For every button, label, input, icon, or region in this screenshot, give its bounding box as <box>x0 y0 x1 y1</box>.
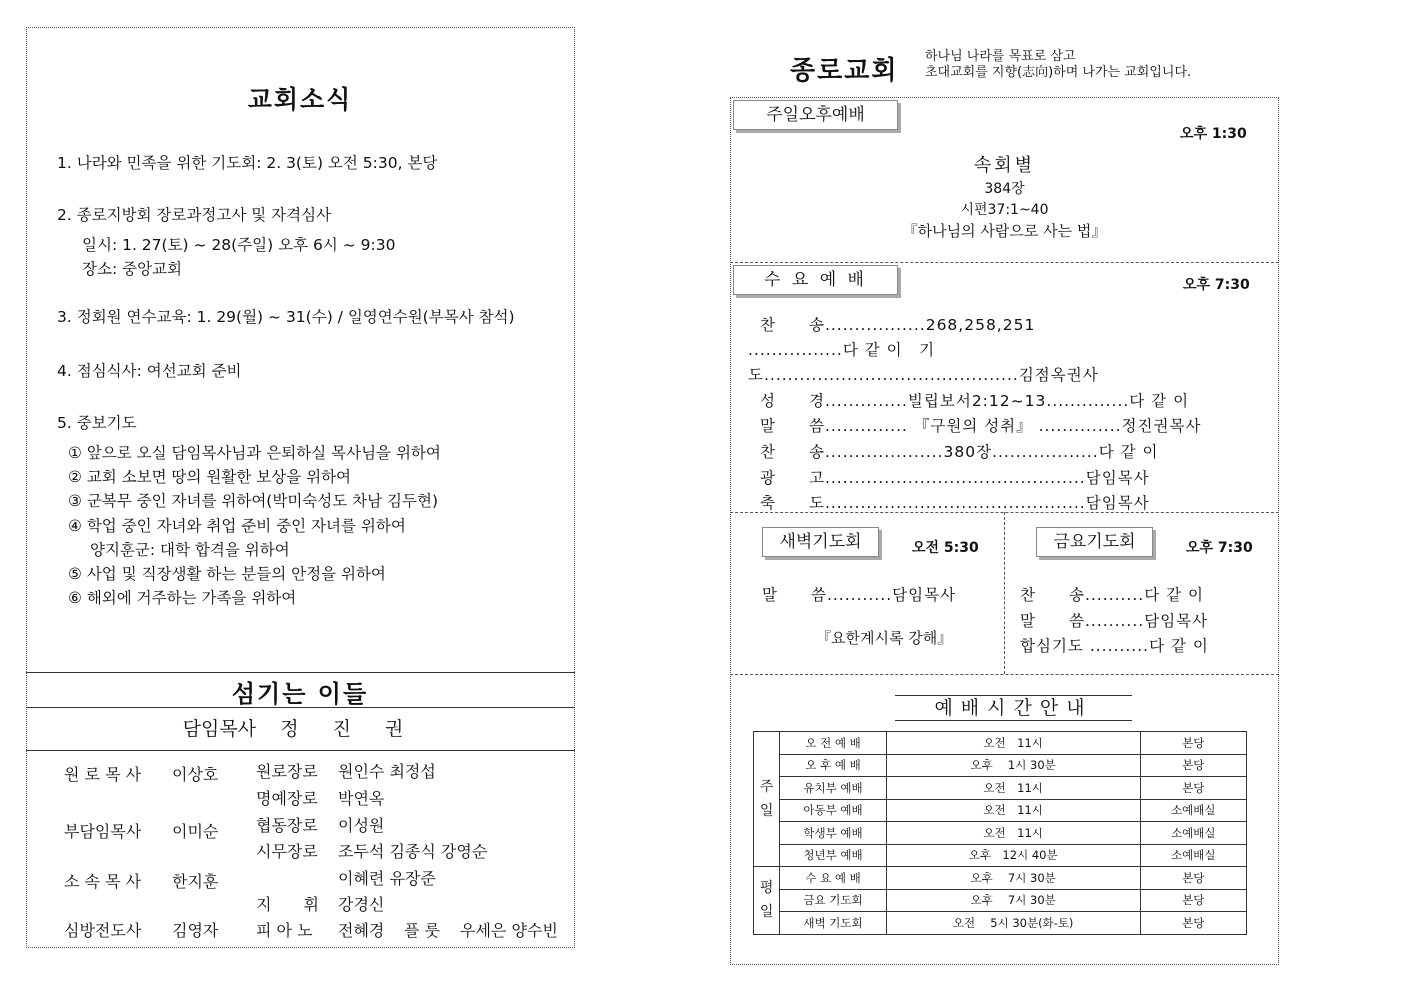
wednesday-order-row: 찬 송....................380장..................다 같 이 <box>760 443 1159 461</box>
staff-label: 협동장로 <box>256 816 318 835</box>
staff-name: 조두석 김종식 강영순 <box>338 842 488 861</box>
prayer-item: ② 교회 소보면 땅의 원활한 보상을 위하여 <box>68 468 352 486</box>
schedule-service: 수 요 예 배 <box>780 867 886 890</box>
news-item-2-date: 일시: 1. 27(토) ~ 28(주일) 오후 6시 ~ 9:30 <box>82 236 396 254</box>
schedule-row <box>754 912 1247 935</box>
divider <box>1004 512 1005 674</box>
sunday-afternoon-sermon: 『하나님의 사람으로 사는 법』 <box>902 222 1107 240</box>
schedule-place: 소예배실 <box>1140 799 1246 822</box>
wednesday-order-row: 광 고............................................담임목사 <box>760 469 1150 487</box>
dawn-prayer-row: 말 씀...........담임목사 <box>762 586 957 604</box>
schedule-row <box>754 777 1247 800</box>
tab-wednesday-service: 수 요 예 배 <box>733 265 898 295</box>
prayer-item: ③ 군복무 중인 자녀를 위하여(박미숙성도 차남 김두현) <box>68 492 438 510</box>
dawn-prayer-time: 오전 5:30 <box>912 540 979 556</box>
schedule-group-label: 주 일 <box>754 732 780 867</box>
staff-name: 이미순 <box>172 822 219 841</box>
schedule-place: 소예배실 <box>1140 822 1246 845</box>
schedule-time: 오후 12시 40분 <box>886 844 1140 867</box>
divider <box>730 674 1279 675</box>
sunday-afternoon-hymn: 384장 <box>984 181 1025 197</box>
staff-label: 지 휘 <box>256 895 319 914</box>
news-title: 교회소식 <box>247 85 353 114</box>
wednesday-order-row: 성 경..............빌립보서2:12~13..............다 같 이 <box>760 392 1190 410</box>
divider <box>26 750 575 751</box>
staff-label: 시무장로 <box>256 842 318 861</box>
wednesday-order-row: ................다 같 이 기 <box>748 341 936 359</box>
schedule-row <box>754 799 1247 822</box>
friday-prayer-row: 합심기도 ..........다 같 이 <box>1020 637 1209 655</box>
schedule-service: 금요 기도회 <box>780 889 886 912</box>
staff-name: 한지훈 <box>172 872 219 891</box>
schedule-service: 유치부 예배 <box>780 777 886 800</box>
schedule-time: 오전 11시 <box>886 822 1140 845</box>
worship-schedule-table <box>753 731 1247 935</box>
staff-name: 이성원 <box>338 816 385 835</box>
schedule-time: 오전 11시 <box>886 732 1140 755</box>
schedule-row <box>754 867 1247 890</box>
schedule-service: 학생부 예배 <box>780 822 886 845</box>
schedule-time: 오후 1시 30분 <box>886 754 1140 777</box>
tab-dawn-prayer: 새벽기도회 <box>762 527 879 557</box>
prayer-item: ① 앞으로 오실 담임목사님과 은퇴하실 목사님을 위하여 <box>68 444 441 462</box>
divider <box>26 672 575 673</box>
staff-label: 플 룻 <box>404 921 440 940</box>
staff-label: 심방전도사 <box>64 921 142 940</box>
schedule-place: 본당 <box>1140 889 1246 912</box>
schedule-service: 청년부 예배 <box>780 844 886 867</box>
news-item-2-place: 장소: 중앙교회 <box>82 260 182 278</box>
prayer-item: ④ 학업 중인 자녀와 취업 준비 중인 자녀를 위하여 <box>68 517 406 535</box>
schedule-service: 오 전 예 배 <box>780 732 886 755</box>
schedule-time: 오후 7시 30분 <box>886 867 1140 890</box>
staff-label: 원 로 목 사 <box>64 765 142 784</box>
divider <box>730 262 1279 263</box>
prayer-item: ⑥ 해외에 거주하는 가족을 위하여 <box>68 589 297 607</box>
schedule-time: 오전 11시 <box>886 799 1140 822</box>
news-item-1: 1. 나라와 민족을 위한 기도회: 2. 3(토) 오전 5:30, 본당 <box>57 154 438 172</box>
schedule-place: 본당 <box>1140 912 1246 935</box>
schedule-title: 예배시간안내 <box>895 695 1132 721</box>
wednesday-order-row: 축 도............................................담임목사 <box>760 494 1150 512</box>
news-item-3: 3. 정회원 연수교육: 1. 29(월) ~ 31(수) / 일영연수원(부목사 참석) <box>57 308 515 326</box>
wednesday-time: 오후 7:30 <box>1183 277 1250 293</box>
friday-prayer-row: 말 씀..........담임목사 <box>1020 612 1209 630</box>
staff-label: 피 아 노 <box>256 921 313 940</box>
pastor-name: 정 진 권 <box>280 718 418 740</box>
schedule-place: 본당 <box>1140 867 1246 890</box>
staff-label: 부담임목사 <box>64 822 142 841</box>
schedule-row <box>754 822 1247 845</box>
staff-label: 원로장로 <box>256 762 318 781</box>
prayer-item: ⑤ 사업 및 직장생활 하는 분들의 안정을 위하여 <box>68 565 386 583</box>
church-motto-line1: 하나님 나라를 목표로 삼고 <box>925 49 1076 64</box>
pastor-title: 담임목사 <box>182 718 257 740</box>
schedule-row <box>754 889 1247 912</box>
staff-name: 전혜경 <box>338 921 385 940</box>
staff-name: 강경신 <box>338 895 385 914</box>
schedule-place: 본당 <box>1140 732 1246 755</box>
schedule-row <box>754 732 1247 755</box>
news-item-5: 5. 중보기도 <box>57 414 137 432</box>
tab-friday-prayer: 금요기도회 <box>1036 527 1153 557</box>
prayer-item: 양지훈군: 대학 합격을 위하여 <box>90 541 290 559</box>
staff-name: 이혜련 유장준 <box>338 869 436 888</box>
news-item-4: 4. 점심식사: 여선교회 준비 <box>57 362 242 380</box>
schedule-time: 오전 5시 30분(화-토) <box>886 912 1140 935</box>
schedule-place: 본당 <box>1140 777 1246 800</box>
staff-name: 박연옥 <box>338 789 385 808</box>
schedule-place: 소예배실 <box>1140 844 1246 867</box>
servers-title: 섬기는 이들 <box>231 680 369 708</box>
church-motto-line2: 초대교회를 지향(志向)하며 나가는 교회입니다. <box>925 65 1192 80</box>
schedule-time: 오후 7시 30분 <box>886 889 1140 912</box>
friday-prayer-time: 오후 7:30 <box>1186 540 1253 556</box>
schedule-service: 새벽 기도회 <box>780 912 886 935</box>
schedule-service: 오 후 예 배 <box>780 754 886 777</box>
schedule-row <box>754 844 1247 867</box>
staff-name: 우세은 양수빈 <box>460 921 558 940</box>
church-name: 종로교회 <box>790 56 899 86</box>
wednesday-order-row: 말 씀.............. 『구원의 성취』 ..............정진권목사 <box>760 417 1202 435</box>
staff-name: 원인수 최정섭 <box>338 762 436 781</box>
news-item-2: 2. 종로지방회 장로과정고사 및 자격심사 <box>57 206 332 224</box>
schedule-row <box>754 754 1247 777</box>
wednesday-order-row: 도...........................................김점옥권사 <box>748 366 1099 384</box>
schedule-place: 본당 <box>1140 754 1246 777</box>
schedule-time: 오전 11시 <box>886 777 1140 800</box>
schedule-group-label: 평 일 <box>754 867 780 935</box>
divider <box>26 707 575 708</box>
tab-sunday-afternoon: 주일오후예배 <box>733 100 898 130</box>
staff-name: 이상호 <box>172 765 219 784</box>
schedule-service: 아동부 예배 <box>780 799 886 822</box>
wednesday-order-row: 찬 송.................268,258,251 <box>760 316 1036 334</box>
sunday-afternoon-time: 오후 1:30 <box>1180 126 1247 142</box>
senior-pastor <box>26 714 574 741</box>
friday-prayer-row: 찬 송..........다 같 이 <box>1020 586 1204 604</box>
staff-label: 명예장로 <box>256 789 318 808</box>
staff-name: 김영자 <box>172 921 219 940</box>
staff-label: 소 속 목 사 <box>64 872 142 891</box>
sunday-afternoon-title: 속회별 <box>973 155 1036 176</box>
sunday-afternoon-scripture: 시편37:1~40 <box>960 202 1049 218</box>
dawn-prayer-title: 『요한계시록 강해』 <box>816 629 953 647</box>
